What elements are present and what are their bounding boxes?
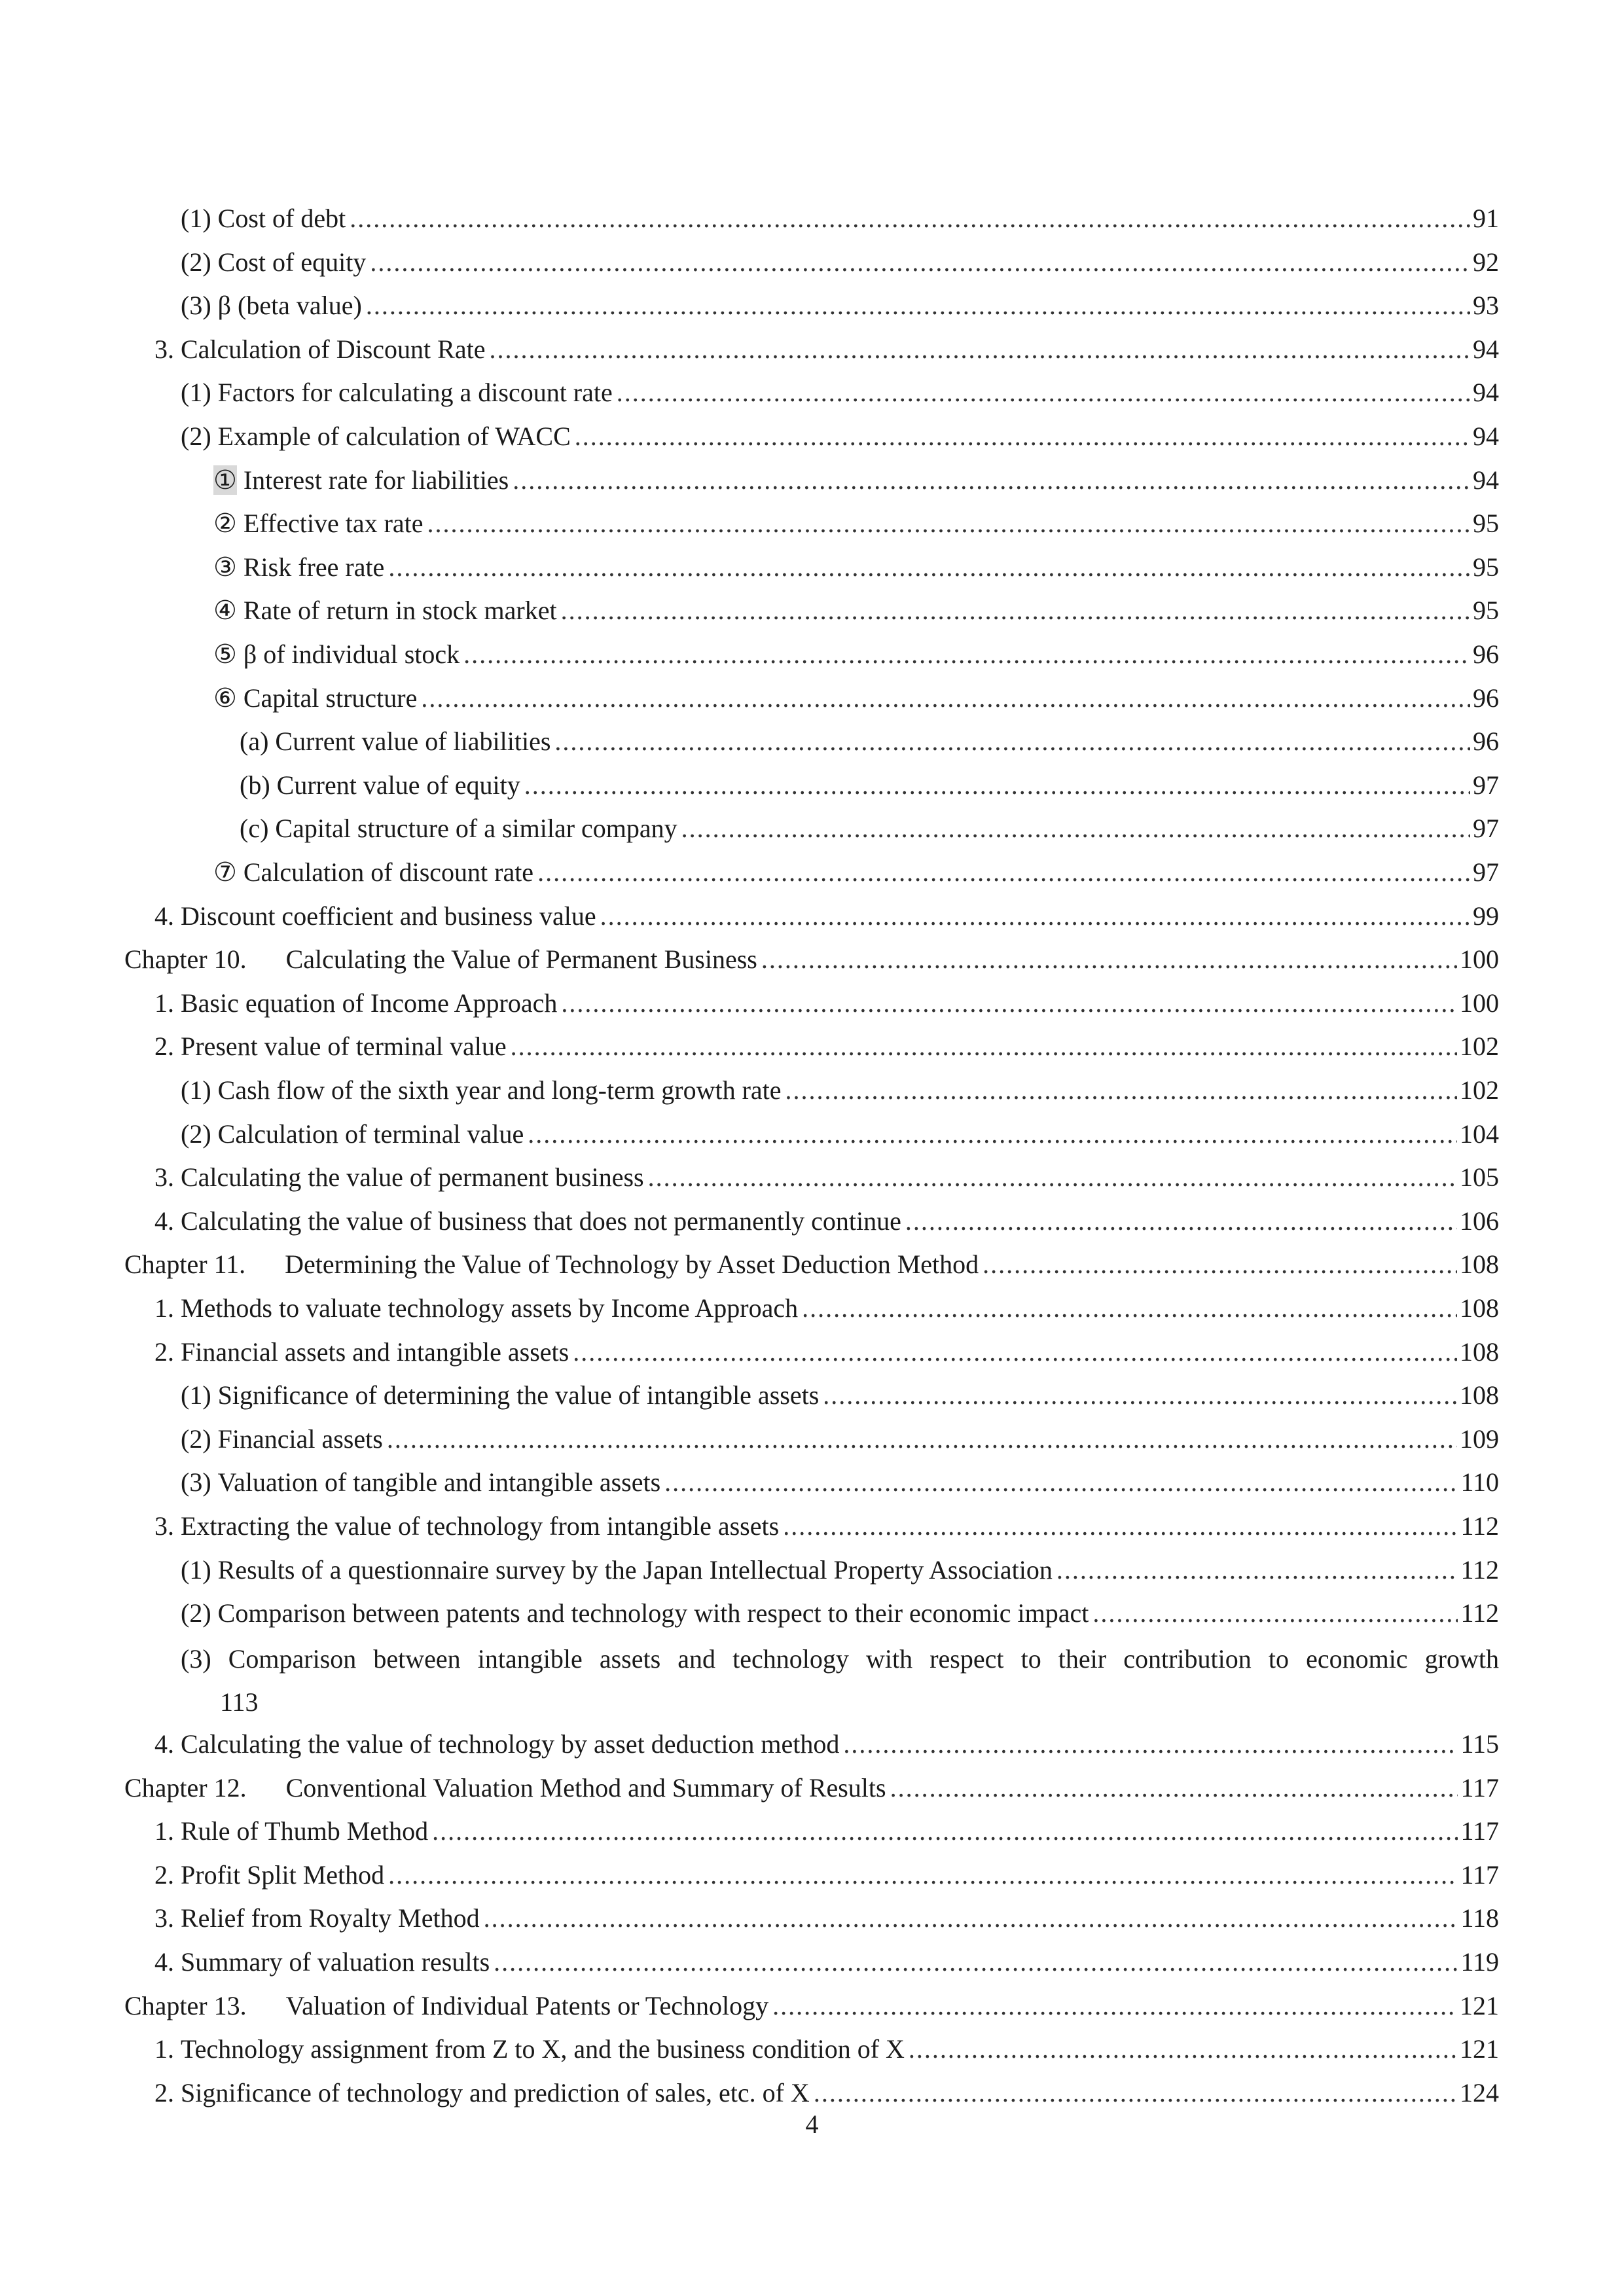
toc-entry[interactable] [154,2073,1499,2113]
dot-leader [761,940,1457,979]
dot-leader [843,1725,1458,1764]
page-number: 4 [805,2109,819,2139]
toc-entry-heading [213,679,417,718]
toc-entry-marker: 4. [154,901,174,931]
dot-leader [513,461,1470,500]
dot-leader [489,330,1470,369]
toc-entry-page: 97 [1473,814,1499,844]
toc-entry-title: β of individual stock [243,639,460,669]
toc-entry-page: 102 [1460,1031,1499,1062]
toc-entry-marker: ① [213,465,237,495]
toc-entry-heading [181,199,346,238]
toc-entry-title: Example of calculation of WACC [217,422,571,451]
toc-entry-title: Significance of technology and prediction of sales, etc. of X [181,2077,810,2108]
dot-leader [494,1943,1458,1982]
toc-entry-heading [240,722,550,761]
toc-entry-heading [181,373,613,412]
toc-entry-marker: (2) [181,1598,211,1628]
toc-entry-marker: 2. [154,1859,174,1890]
toc-entry-title: Effective tax rate [243,509,424,539]
toc-entry[interactable] [181,286,1499,325]
dot-leader [823,1376,1457,1415]
toc-entry-marker: (1) [181,1075,211,1105]
toc-entry-marker: 3. [154,1511,174,1541]
toc-entry-page: 118 [1460,1903,1499,1933]
toc-entry[interactable] [240,809,1499,848]
toc-entry-page: 91 [1473,204,1499,233]
toc-entry-page: 92 [1473,247,1499,277]
toc-entry-heading [154,984,557,1023]
toc-entry[interactable] [154,984,1499,1023]
toc-entry-marker: 4. [154,1947,174,1977]
toc-entry-marker: 2. [154,1336,174,1367]
toc-entry[interactable] [240,766,1499,805]
toc-entry-page: 94 [1473,422,1499,451]
toc-entry-page: 106 [1460,1206,1499,1236]
toc-entry[interactable] [181,417,1499,456]
toc-entry-page: 93 [1473,291,1499,321]
toc-entry-page: 108 [1460,1293,1499,1323]
dot-leader [387,1420,1457,1459]
toc-entry-marker: (c) [240,814,269,844]
toc-entry[interactable] [154,1507,1499,1546]
toc-entry-title: Summary of valuation results [181,1947,490,1977]
dot-leader [681,809,1470,848]
toc-entry-page: 109 [1460,1424,1499,1454]
toc-entry-heading [124,940,757,979]
toc-entry[interactable] [154,2030,1499,2069]
toc-entry-heading [124,1986,768,2026]
toc-entry[interactable] [181,1638,1499,1724]
dot-leader [528,1115,1457,1154]
toc-entry-page: 95 [1473,596,1499,626]
toc-entry-heading [154,2030,905,2069]
toc-entry[interactable] [181,1551,1499,1590]
toc-entry-title: Capital structure of a similar company [275,814,677,844]
toc-entry-title: Calculation of Discount Rate [181,334,486,364]
toc-entry-title: Factors for calculating a discount rate [217,378,613,408]
toc-entry[interactable] [213,591,1499,630]
toc-entry-title: Comparison between intangible assets and technology with respect to their contribution to economic growth [228,1643,1499,1674]
toc-entry-title: Cost of equity [217,247,367,277]
toc-entry-title: β (beta value) [217,291,362,321]
toc-entry-page: 124 [1460,2077,1499,2108]
toc-entry-title: Rule of Thumb Method [181,1816,429,1846]
toc-entry-heading [181,243,366,282]
toc-entry[interactable] [213,853,1499,892]
dot-leader [909,2030,1457,2069]
toc-entry-heading [124,1768,886,1808]
toc-entry[interactable] [181,243,1499,282]
toc-entry-marker: (2) [181,247,211,277]
dot-leader [1056,1551,1458,1590]
dot-leader [573,1333,1457,1372]
toc-entry-marker: (2) [181,1119,211,1149]
toc-entry-marker: 3. [154,1162,174,1193]
toc-entry-heading [213,853,533,892]
toc-entry-title: Calculating the value of permanent business [181,1162,644,1193]
toc-entry-marker: 3. [154,334,174,364]
toc-entry-marker: ④ [213,596,237,626]
toc-entry-page: 100 [1460,944,1499,975]
toc-entry-title: Current value of equity [276,770,520,800]
toc-entry-heading [154,1333,569,1372]
toc-entry-heading [181,417,571,456]
toc-entry-marker: ⑥ [213,683,237,713]
toc-entry-heading [154,1289,798,1328]
toc-entry-page: 112 [1460,1598,1499,1628]
toc-entry-heading [181,1420,383,1459]
toc-entry-heading [240,766,520,805]
toc-entry-heading [154,2073,810,2113]
dot-leader [421,679,1470,718]
toc-entry-page: 112 [1460,1511,1499,1541]
dot-leader [350,199,1470,238]
dot-leader [783,1507,1458,1546]
toc-entry-heading [213,635,460,674]
toc-entry-marker: Chapter 10. [124,944,247,975]
toc-entry[interactable] [154,1899,1499,1938]
toc-entry-page: 113 [220,1687,259,1717]
toc-entry-page: 95 [1473,509,1499,539]
toc-entry-title: Calculation of terminal value [217,1119,524,1149]
toc-entry-title: Present value of terminal value [181,1031,507,1062]
toc-entry-page: 121 [1460,2034,1499,2064]
toc-entry-title: Risk free rate [243,552,385,582]
toc-entry-title: Technology assignment from Z to X, and the business condition of X [181,2034,905,2064]
toc-entry[interactable] [213,461,1499,500]
toc-entry-marker: 2. [154,2077,174,2108]
toc-entry-marker: (2) [181,422,211,451]
dot-leader [511,1027,1457,1066]
toc-entry-marker: ⑤ [213,639,237,669]
toc-entry-marker: ② [213,509,237,539]
toc-entry-page: 97 [1473,770,1499,800]
toc-entry-heading [154,1812,428,1851]
dot-leader [366,286,1470,325]
dot-leader [890,1768,1458,1808]
toc-entry[interactable] [181,1594,1499,1633]
toc-entry-heading [124,1245,979,1284]
toc-entry-heading [240,809,677,848]
toc-entry[interactable] [181,373,1499,412]
toc-entry[interactable] [181,1115,1499,1154]
toc-entry-page: 110 [1460,1467,1499,1498]
toc-entry-page: 96 [1473,683,1499,713]
dot-leader [600,897,1470,936]
toc-entry[interactable] [213,548,1499,587]
toc-entry-heading [154,1725,839,1764]
toc-chapter-entry[interactable] [124,1986,1499,2026]
toc-entry-heading [181,1594,1089,1633]
toc-entry-heading [154,1158,644,1197]
toc-entry-marker: Chapter 11. [124,1249,246,1280]
dot-leader [561,591,1470,630]
toc-entry-page: 121 [1460,1990,1499,2020]
dot-leader [983,1245,1457,1284]
toc-entry-heading [181,1071,782,1110]
toc-entry-title: Financial assets and intangible assets [181,1336,569,1367]
toc-entry[interactable] [181,1420,1499,1459]
toc-entry-title: Methods to valuate technology assets by Income Approach [181,1293,799,1323]
toc-chapter-entry[interactable] [124,1245,1499,1284]
dot-leader [463,635,1470,674]
toc-entry-title: Cost of debt [217,204,346,233]
dot-leader [370,243,1470,282]
toc-chapter-entry[interactable] [124,1768,1499,1808]
toc-entry-heading [213,591,557,630]
toc-entry-title: Calculating the value of business that does not permanently continue [181,1206,901,1236]
toc-entry-page: 117 [1460,1772,1499,1803]
toc-entry-page: 95 [1473,552,1499,582]
toc-entry-heading [181,1115,524,1154]
toc-entry-marker: (3) [181,1643,211,1674]
dot-leader [1092,1594,1458,1633]
toc-entry-title: Calculating the value of technology by asset deduction method [181,1729,840,1759]
toc-entry-heading [154,330,485,369]
toc-entry[interactable] [154,1027,1499,1066]
toc-entry[interactable] [181,1071,1499,1110]
toc-entry-page: 97 [1473,857,1499,887]
toc-entry-heading [154,1027,507,1066]
toc-entry-marker: (3) [181,1467,211,1498]
toc-entry-title: Valuation of Individual Patents or Technology [285,1990,769,2020]
toc-entry-marker: Chapter 12. [124,1772,247,1803]
toc-entry-heading [213,548,384,587]
toc-entry[interactable] [154,1333,1499,1372]
toc-entry-page: 102 [1460,1075,1499,1105]
toc-entry-marker: (3) [181,291,211,321]
toc-entry-title: Current value of liabilities [275,726,551,757]
toc-entry-page: 108 [1460,1249,1499,1280]
dot-leader [554,722,1470,761]
dot-leader [772,1986,1457,2026]
toc-entry[interactable] [154,1158,1499,1197]
toc-entry-marker: 3. [154,1903,174,1933]
toc-entry-page: 108 [1460,1336,1499,1367]
toc-entry-title: Cash flow of the sixth year and long-term growth rate [217,1075,782,1105]
toc-entry-marker: (1) [181,1380,211,1410]
toc-entry[interactable] [154,1202,1499,1241]
toc-entry-marker: (2) [181,1424,211,1454]
dot-leader [561,984,1457,1023]
toc-entry-title: Calculating the Value of Permanent Business [285,944,757,975]
toc-entry-title: Rate of return in stock market [243,596,557,626]
toc-entry[interactable] [213,635,1499,674]
toc-entry-heading [181,286,362,325]
toc-entry-title: Relief from Royalty Method [181,1903,480,1933]
toc-entry-heading [181,1463,660,1502]
toc-entry-marker: 4. [154,1729,174,1759]
toc-entry-heading [181,1551,1053,1590]
toc-entry-title: Profit Split Method [181,1859,385,1890]
dot-leader [388,548,1470,587]
dot-leader [664,1463,1458,1502]
dot-leader [802,1289,1457,1328]
toc-entry-page: 99 [1473,901,1499,931]
toc-entry-page: 117 [1460,1816,1499,1846]
toc-entry[interactable] [154,1856,1499,1895]
toc-entry[interactable] [154,330,1499,369]
toc-entry-title: Extracting the value of technology from intangible assets [181,1511,780,1541]
toc-entry-page: 104 [1460,1119,1499,1149]
toc-entry-page: 119 [1460,1947,1499,1977]
toc-entry-marker: 4. [154,1206,174,1236]
dot-leader [524,766,1470,805]
toc-entry-title: Determining the Value of Technology by Asset Deduction Method [285,1249,979,1280]
toc-entry[interactable] [181,199,1499,238]
dot-leader [648,1158,1457,1197]
toc-entry-marker: (1) [181,1554,211,1585]
toc-entry-title: Discount coefficient and business value [181,901,596,931]
toc-entry[interactable] [213,504,1499,543]
toc-entry-page: 117 [1460,1859,1499,1890]
toc-entry-marker: ⑦ [213,857,237,887]
toc-entry[interactable] [213,679,1499,718]
toc-entry-marker: (1) [181,204,211,233]
toc-entry-title: Basic equation of Income Approach [181,988,558,1018]
toc-entry-heading [213,504,424,543]
toc-entry-marker: (b) [240,770,270,800]
toc-entry-page: 108 [1460,1380,1499,1410]
toc-entry-title: Capital structure [243,683,418,713]
toc-entry-page: 105 [1460,1162,1499,1193]
toc-entry-marker: (1) [181,378,211,408]
toc-entry[interactable] [181,1463,1499,1502]
toc-entry-title: Financial assets [217,1424,383,1454]
toc-entry[interactable] [181,1376,1499,1415]
toc-entry-marker: ③ [213,552,237,582]
dot-leader [785,1071,1457,1110]
toc-entry-page: 94 [1473,465,1499,495]
toc-entry[interactable] [154,897,1499,936]
toc-entry-heading [154,897,596,936]
toc-entry[interactable] [154,1943,1499,1982]
toc-entry-marker: 1. [154,1293,174,1323]
toc-entry-title: Interest rate for liabilities [243,465,509,495]
toc-chapter-entry[interactable] [124,940,1499,979]
toc-entry-page: 96 [1473,639,1499,669]
toc-entry[interactable] [154,1812,1499,1851]
dot-leader [484,1899,1458,1938]
toc-entry-marker: (a) [240,726,269,757]
toc-entry[interactable] [154,1289,1499,1328]
toc-entry-page: 100 [1460,988,1499,1018]
dot-leader [432,1812,1458,1851]
toc-entry-heading [181,1376,819,1415]
dot-leader [905,1202,1457,1241]
toc-entry-title: Calculation of discount rate [243,857,534,887]
toc-entry-title: Results of a questionnaire survey by the Japan Intellectual Property Association [217,1554,1053,1585]
toc-entry-heading [154,1899,480,1938]
toc-entry-page: 115 [1460,1729,1499,1759]
toc-entry-title: Conventional Valuation Method and Summary of Results [285,1772,886,1803]
toc-entry-page: 112 [1460,1554,1499,1585]
toc-entry-title: Comparison between patents and technology with respect to their economic impact [217,1598,1089,1628]
toc-entry-heading [154,1856,384,1895]
toc-entry[interactable] [154,1725,1499,1764]
toc-entry-page: 94 [1473,378,1499,408]
dot-leader [537,853,1470,892]
toc-entry-title: Significance of determining the value of intangible assets [217,1380,820,1410]
dot-leader [814,2073,1457,2113]
dot-leader [617,373,1470,412]
toc-entry-marker: 1. [154,988,174,1018]
dot-leader [575,417,1470,456]
toc-entry-marker: 2. [154,1031,174,1062]
toc-entry[interactable] [240,722,1499,761]
toc-entry-heading [213,461,509,500]
toc-entry-marker: Chapter 13. [124,1990,247,2020]
toc-entry-heading [154,1507,779,1546]
toc-entry-heading [154,1202,901,1241]
toc-entry-title: Valuation of tangible and intangible assets [217,1467,661,1498]
toc-entry-marker: 1. [154,1816,174,1846]
toc-entry-heading [154,1943,490,1982]
toc-entry-page: 94 [1473,334,1499,364]
toc-entry-page: 96 [1473,726,1499,757]
dot-leader [427,504,1470,543]
toc-entry-marker: 1. [154,2034,174,2064]
dot-leader [388,1856,1458,1895]
